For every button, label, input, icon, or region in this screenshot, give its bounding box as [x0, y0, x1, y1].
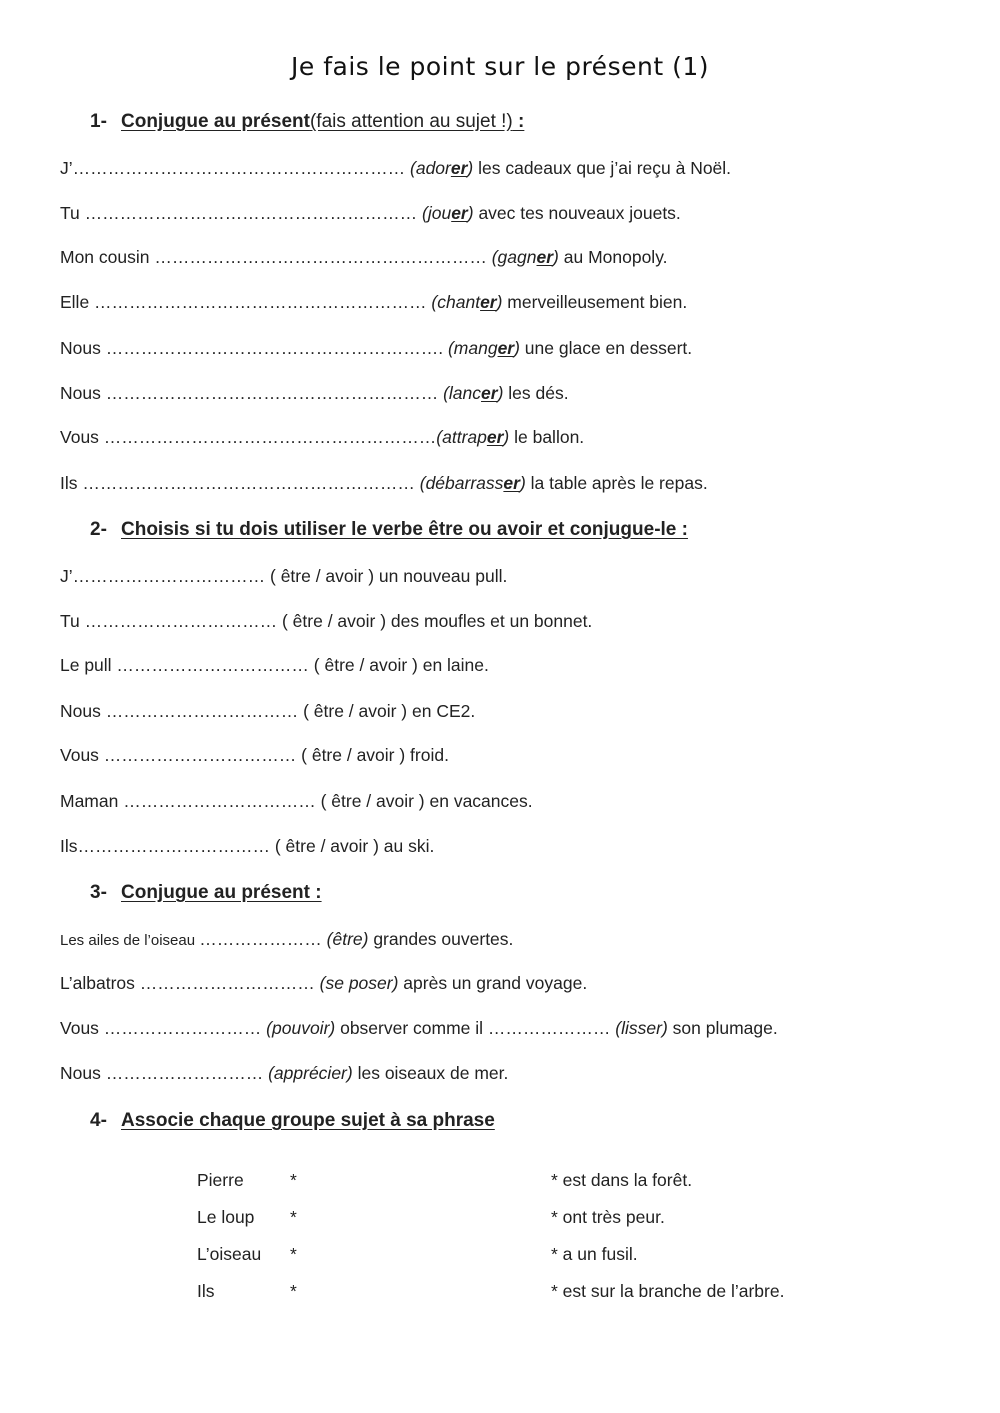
match-point[interactable]: *: [290, 1207, 297, 1227]
exercise-line: Nous ………………………………………………… (lancer) les dés.: [60, 383, 569, 403]
section-number: 2-: [90, 519, 107, 540]
section-2-heading: [90, 519, 688, 541]
phrase-item[interactable]: * ont très peur.: [551, 1207, 665, 1227]
subject-item: Ils: [197, 1281, 215, 1301]
exercise-line: Vous …………………………………………………(attraper) le ballon.: [60, 427, 585, 447]
section-number: 4-: [90, 1110, 107, 1131]
exercise-line: J’………………………………………………… (adorer) les cadeaux que j’ai reçu à Noël.: [60, 158, 732, 178]
exercise-line: Ils…………………………… ( être / avoir ) au ski.: [60, 836, 435, 856]
exercise-line: J’…………………………… ( être / avoir ) un nouveau pull.: [60, 566, 508, 586]
section-note: (fais attention au sujet !): [309, 111, 513, 132]
exercise-line: Nous …………………………… ( être / avoir ) en CE2.: [60, 701, 476, 721]
section-4-heading: [90, 1110, 495, 1132]
phrase-item[interactable]: * est sur la branche de l’arbre.: [551, 1281, 785, 1301]
exercise-line: L’albatros ………………………… (se poser) après un grand voyage.: [60, 973, 588, 993]
exercise-line: Mon cousin ………………………………………………… (gagner) au Monopoly.: [60, 247, 668, 267]
section-number: 3-: [90, 882, 107, 903]
exercise-line: Nous …………………………………………………. (manger) une glace en dessert.: [60, 338, 693, 358]
exercise-line: Le pull …………………………… ( être / avoir ) en laine.: [60, 655, 489, 675]
phrase-item[interactable]: * a un fusil.: [551, 1244, 638, 1264]
phrase-item[interactable]: * est dans la forêt.: [551, 1170, 693, 1190]
section-title: Choisis si tu dois utiliser le verbe être ou avoir et conjugue-le :: [121, 519, 688, 540]
exercise-line: Ils ………………………………………………… (débarrasser) la table après le repas.: [60, 473, 708, 493]
subject-item: L’oiseau: [197, 1244, 262, 1264]
exercise-line: Tu ………………………………………………… (jouer) avec tes nouveaux jouets.: [60, 203, 681, 223]
section-title: Conjugue au présent: [121, 111, 310, 132]
section-title: Associe chaque groupe sujet à sa phrase: [121, 1110, 495, 1131]
exercise-line: Vous …………………………… ( être / avoir ) froid.: [60, 745, 449, 765]
subject-item: Le loup: [197, 1207, 255, 1227]
page-title: Je fais le point sur le présent (1): [291, 52, 709, 81]
match-point[interactable]: *: [290, 1170, 297, 1190]
exercise-line: Tu …………………………… ( être / avoir ) des moufles et un bonnet.: [60, 611, 593, 631]
subject-item: Pierre: [197, 1170, 244, 1190]
section-1-heading: [90, 111, 524, 133]
section-number: 1-: [90, 111, 107, 132]
exercise-line: Elle ………………………………………………… (chanter) merveilleusement bien.: [60, 292, 688, 312]
exercise-line: Les ailes de l’oiseau ………………… (être) grandes ouvertes.: [60, 929, 514, 949]
section-3-heading: [90, 882, 322, 904]
exercise-line: Nous ……………………… (apprécier) les oiseaux de mer.: [60, 1063, 509, 1083]
match-point[interactable]: *: [290, 1244, 297, 1264]
exercise-line: Vous ……………………… (pouvoir) observer comme il ………………… (lisser) son plumage.: [60, 1018, 778, 1038]
section-title: Conjugue au présent :: [121, 882, 322, 903]
section-colon: :: [512, 111, 525, 132]
match-point[interactable]: *: [290, 1281, 297, 1301]
exercise-line: Maman …………………………… ( être / avoir ) en vacances.: [60, 791, 533, 811]
